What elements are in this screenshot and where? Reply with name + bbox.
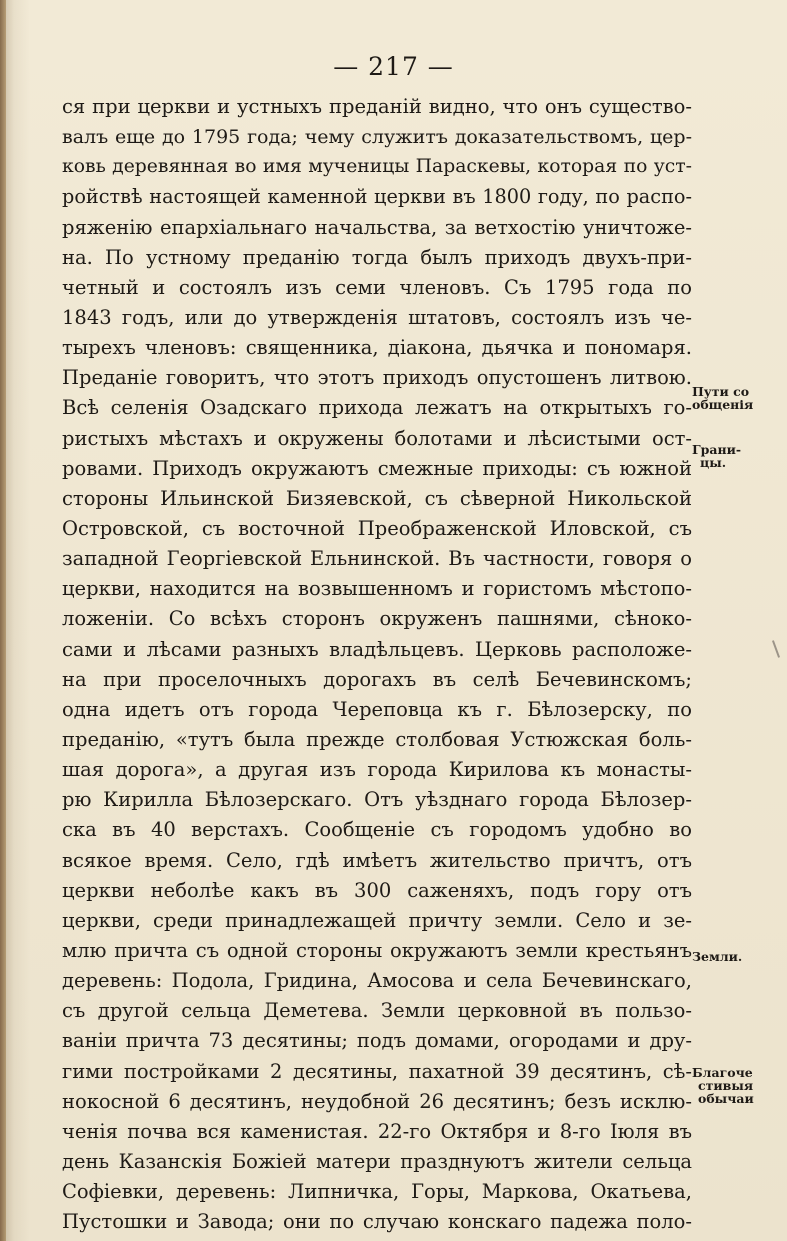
text-line: ковь деревянная во имя мученицы Параскевы, которая по уст-	[62, 156, 692, 178]
text-line: на. По устному преданію тогда былъ приходъ двухъ-при-	[62, 245, 692, 269]
text-line: западной Георгіевской Ельнинской. Въ частности, говоря о	[62, 547, 692, 571]
text-line: ристыхъ мѣстахъ и окружены болотами и лѣсистыми ост-	[62, 426, 692, 450]
text-line: Пустошки и Завода; они по случаю конскаго падежа поло-	[62, 1210, 692, 1234]
text-line: Преданіе говоритъ, что этотъ приходъ опустошенъ литвою.	[62, 366, 692, 390]
margin-note-line: Благоче	[692, 1065, 753, 1080]
text-line: валъ еще до 1795 года; чему служитъ доказательствомъ, цер-	[62, 126, 692, 149]
text-line: Островской, съ восточной Преображенской Иловской, съ	[62, 516, 692, 540]
text-line: церкви, среди принадлежащей причту земли. Село и зе-	[62, 908, 692, 932]
text-line: Софіевки, деревень: Липничка, Горы, Маркова, Окатьева,	[62, 1180, 692, 1204]
text-line: четный и состоялъ изъ семи членовъ. Съ 1795 года по	[62, 275, 692, 299]
text-line: стороны Ильинской Бизяевской, съ сѣверной Никольской	[62, 486, 692, 510]
text-line: одна идетъ отъ города Череповца къ г. Бѣлозерску, по	[62, 697, 692, 721]
text-line: преданію, «тутъ была прежде столбовая Устюжская боль-	[62, 727, 692, 751]
text-line: ложеніи. Со всѣхъ сторонъ окруженъ пашнями, сѣноко-	[62, 607, 692, 631]
text-line: тырехъ членовъ: священника, діакона, дьячка и пономаря.	[62, 336, 692, 360]
text-line: день Казанскія Божіей матери празднуютъ жители сельца	[62, 1149, 692, 1173]
text-line: ройствѣ настоящей каменной церкви въ 1800 году, по распо-	[62, 185, 692, 209]
text-line: ряженію епархіальнаго начальства, за ветхостію уничтоже-	[62, 215, 692, 239]
page-number: — 217 —	[333, 52, 454, 81]
text-line: ченія почва вся каменистая. 22-го Октября и 8-го Іюля въ	[62, 1119, 692, 1143]
margin-note-line: стивыя	[698, 1078, 754, 1093]
margin-note-line: цы.	[700, 455, 727, 470]
text-line: млю причта съ одной стороны окружаютъ земли крестьянъ	[62, 938, 692, 962]
margin-note-obychai	[692, 1066, 787, 1105]
page-edge-mark	[772, 640, 780, 658]
margin-note-line: Грани-	[692, 442, 742, 457]
margin-note-zemli	[692, 950, 787, 963]
margin-note-line: Земли.	[692, 949, 743, 964]
margin-note-line: общенія	[692, 397, 754, 412]
margin-note-line: обычаи	[698, 1091, 754, 1106]
text-line: Всѣ селенія Озадскаго прихода лежатъ на открытыхъ го-	[62, 396, 692, 420]
text-line: церкви неболѣе какъ въ 300 саженяхъ, подъ гору отъ	[62, 878, 692, 902]
page-spine-shadow	[0, 0, 6, 1241]
body-text	[62, 92, 692, 1237]
text-line: ся при церкви и устныхъ преданій видно, что онъ существо-	[62, 95, 692, 118]
text-line: деревень: Подола, Гридина, Амосова и села Бечевинскаго,	[62, 969, 692, 993]
text-line: 1843 годъ, или до утвержденія штатовъ, состоялъ изъ че-	[62, 305, 692, 329]
margin-note-puti-soobshcheniya	[692, 385, 787, 411]
text-line: гими постройками 2 десятины, пахатной 39 десятинъ, сѣ-	[62, 1059, 692, 1083]
text-line: сами и лѣсами разныхъ владѣльцевъ. Церковь расположе-	[62, 637, 692, 661]
text-line: на при проселочныхъ дорогахъ въ селѣ Бечевинскомъ;	[62, 667, 692, 691]
text-line: всякое время. Село, гдѣ имѣетъ жительство причтъ, отъ	[62, 848, 692, 872]
text-line: ровами. Приходъ окружаютъ смежные приходы: съ южной	[62, 456, 692, 480]
margin-note-line: Пути со	[692, 384, 750, 399]
text-line: съ другой сельца Деметева. Земли церковной въ пользо-	[62, 999, 692, 1023]
text-line: ваніи причта 73 десятины; подъ домами, огородами и дру-	[62, 1029, 692, 1053]
text-line: шая дорога», а другая изъ города Кирилова къ монасты-	[62, 758, 692, 782]
text-line: нокосной 6 десятинъ, неудобной 26 десятинъ; безъ исклю-	[62, 1089, 692, 1113]
margin-note-granitsy	[692, 443, 787, 469]
text-line: ска въ 40 верстахъ. Сообщеніе съ городомъ удобно во	[62, 818, 692, 842]
text-line: церкви, находится на возвышенномъ и гористомъ мѣстопо-	[62, 577, 692, 601]
text-line: рю Кирилла Бѣлозерскаго. Отъ уѣзднаго города Бѣлозер-	[62, 788, 692, 812]
